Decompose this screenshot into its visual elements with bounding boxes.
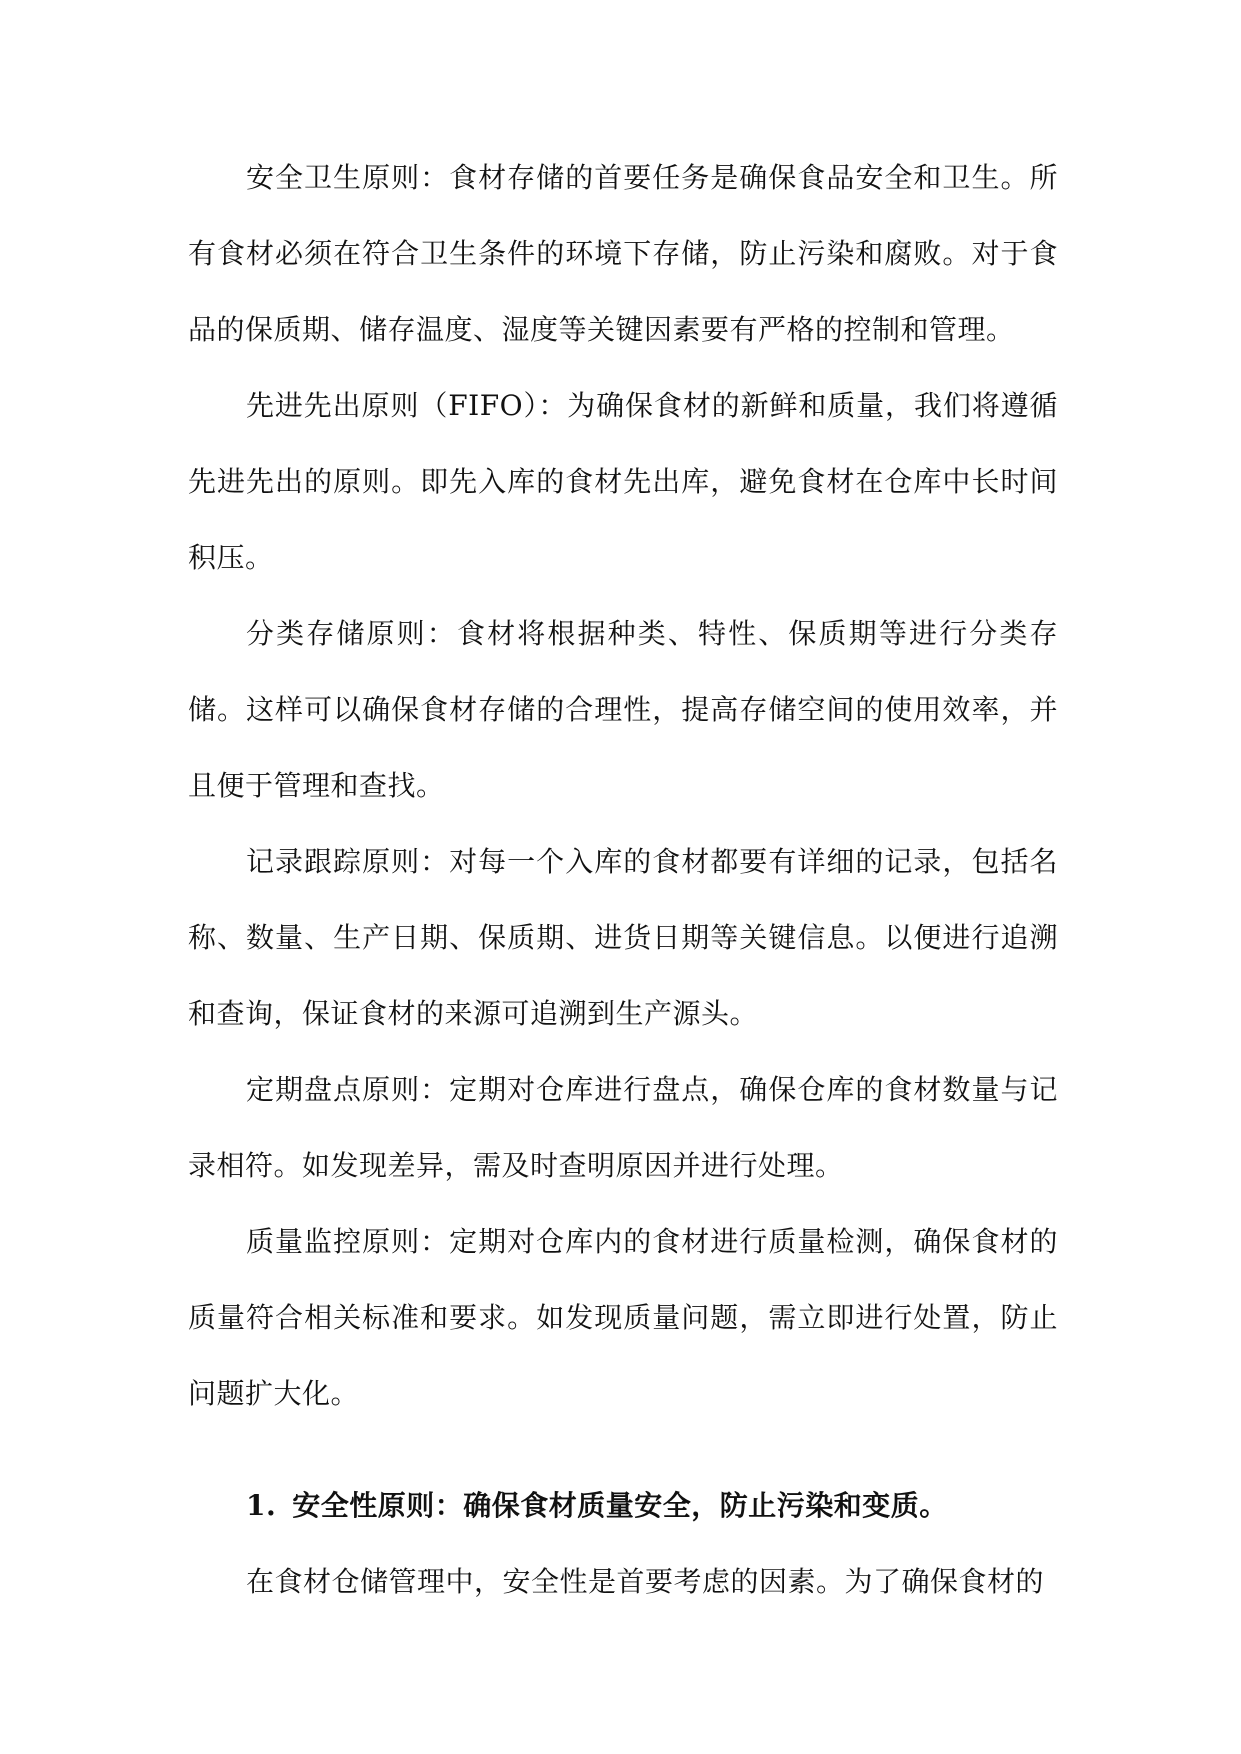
section-heading (188, 1468, 1058, 1544)
heading-number: 1. (246, 1489, 277, 1522)
document-body (188, 140, 1058, 1620)
paragraph-classified-storage: 分类存储原则：食材将根据种类、特性、保质期等进行分类存储。这样可以确保食材存储的合理性，提高存储空间的使用效率，并且便于管理和查找。 (188, 617, 1058, 802)
paragraph-safety-hygiene: 安全卫生原则：食材存储的首要任务是确保食品安全和卫生。所有食材必须在符合卫生条件的环境下存储，防止污染和腐败。对于食品的保质期、储存温度、湿度等关键因素要有严格的控制和管理。 (188, 161, 1058, 346)
paragraph-safety-intro: 在食材仓储管理中，安全性是首要考虑的因素。为了确保食材的 (246, 1565, 1045, 1598)
paragraph-record-tracking: 记录跟踪原则：对每一个入库的食材都要有详细的记录，包括名称、数量、生产日期、保质期、进货日期等关键信息。以便进行追溯和查询，保证食材的来源可追溯到生产源头。 (188, 845, 1058, 1030)
heading-text: 安全性原则：确保食材质量安全，防止污染和变质。 (292, 1489, 948, 1522)
paragraph-quality-monitoring: 质量监控原则：定期对仓库内的食材进行质量检测，确保食材的质量符合相关标准和要求。如发现质量问题，需立即进行处置，防止问题扩大化。 (188, 1225, 1058, 1410)
paragraph-periodic-inventory: 定期盘点原则：定期对仓库进行盘点，确保仓库的食材数量与记录相符。如发现差异，需及时查明原因并进行处理。 (188, 1073, 1058, 1182)
paragraph-fifo: 先进先出原则（FIFO）：为确保食材的新鲜和质量，我们将遵循先进先出的原则。即先入库的食材先出库，避免食材在仓库中长时间积压。 (188, 389, 1058, 574)
